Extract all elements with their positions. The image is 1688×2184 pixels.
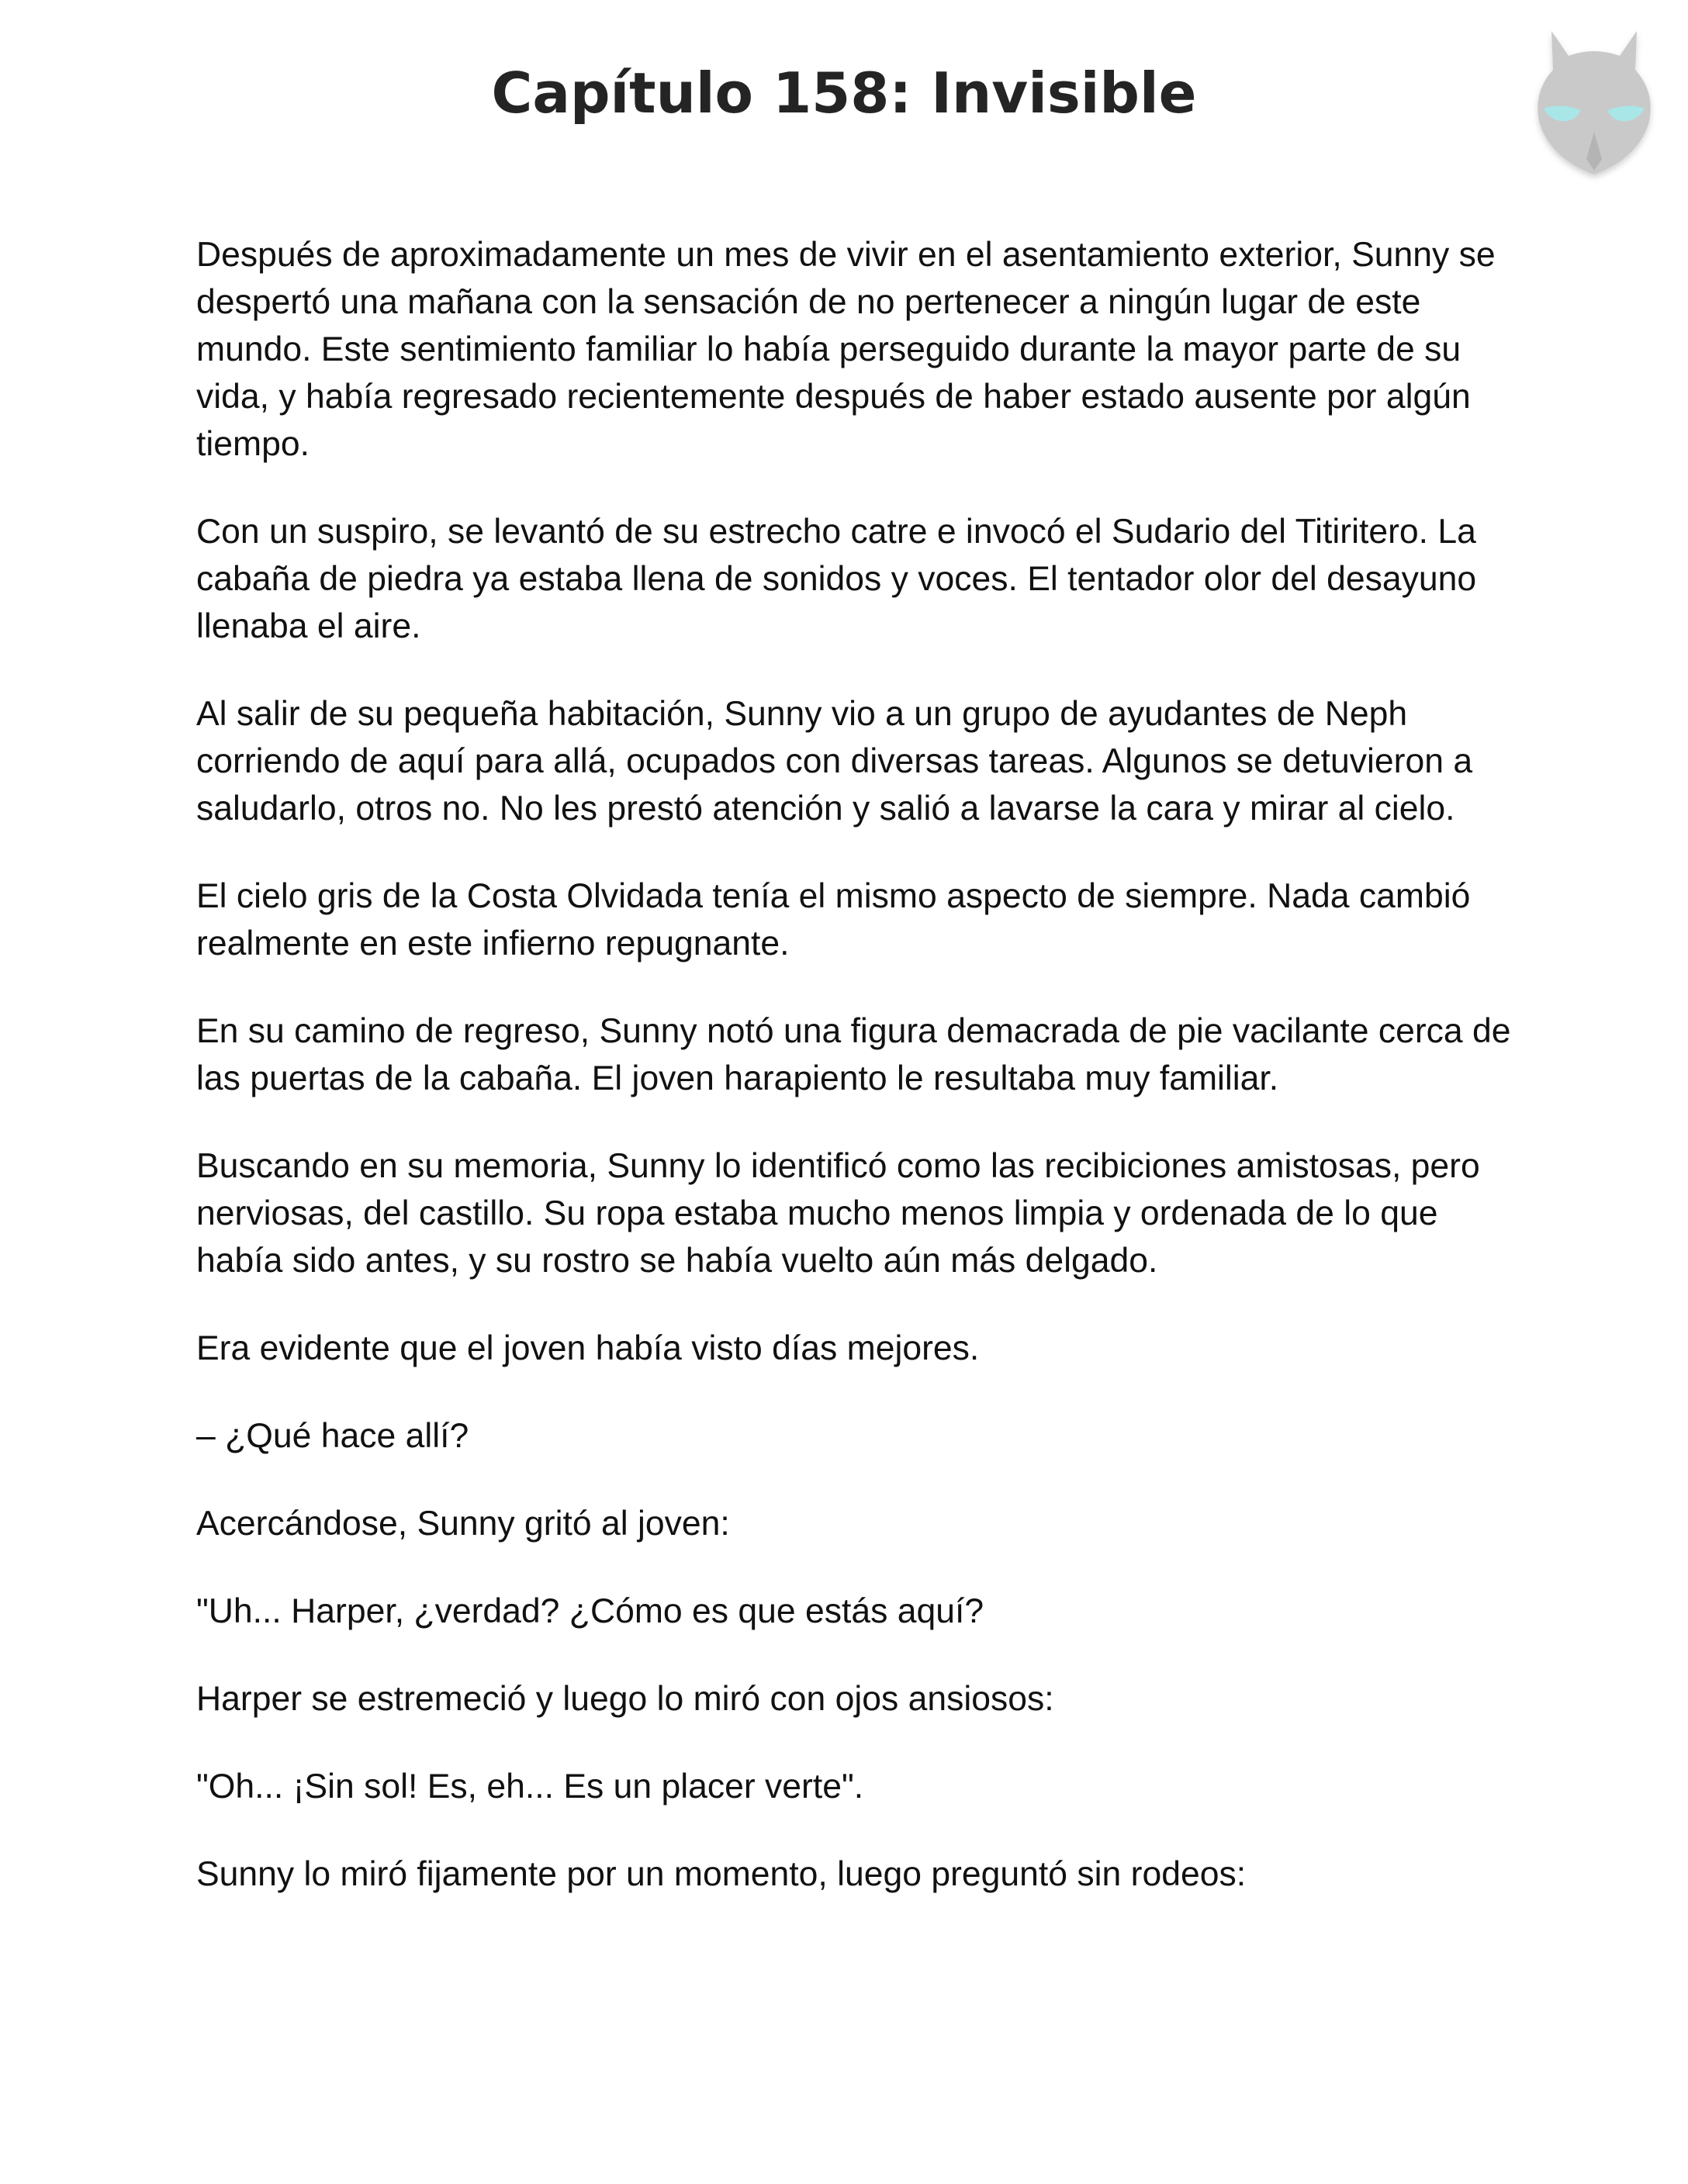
- paragraph: Acercándose, Sunny gritó al joven:: [196, 1505, 730, 1543]
- paragraph: Después de aproximadamente un mes de vivir en el asentamiento exterior, Sunny se despertó una mañana con la sensación de no pertenecer a ningún lugar de este mundo. Este sentimiento familiar lo había perseguido durante la mayor parte de su vida, y había regresado recientemente después de haber estado ausente por algún tiempo.: [196, 236, 1496, 463]
- paragraph: Con un suspiro, se levantó de su estrecho catre e invocó el Sudario del Titiritero. La cabaña de piedra ya estaba llena de sonidos y voces. El tentador olor del desayuno llenaba el aire.: [196, 513, 1477, 645]
- paragraph: – ¿Qué hace allí?: [196, 1417, 469, 1455]
- page-title: Capítulo 158: Invisible: [491, 60, 1197, 126]
- paragraph: Al salir de su pequeña habitación, Sunny vio a un grupo de ayudantes de Neph corriendo de aquí para allá, ocupados con diversas tareas. Algunos se detuvieron a saludarlo, otros no. No les prestó atención y salió a lavarse la cara y mirar al cielo.: [196, 695, 1473, 828]
- paragraph: Buscando en su memoria, Sunny lo identificó como las recibiciones amistosas, pero nerviosas, del castillo. Su ropa estaba mucho menos limpia y ordenada de lo que había sido antes, y su rostro se había vuelto aún más delgado.: [196, 1147, 1480, 1280]
- paragraph: Sunny lo miró fijamente por un momento, luego preguntó sin rodeos:: [196, 1855, 1247, 1893]
- demon-head-logo-icon: [1520, 16, 1668, 186]
- paragraph: Harper se estremeció y luego lo miró con ojos ansiosos:: [196, 1680, 1054, 1718]
- paragraph: El cielo gris de la Costa Olvidada tenía el mismo aspecto de siempre. Nada cambió realmente en este infierno repugnante.: [196, 877, 1471, 962]
- chapter-body: [196, 231, 1515, 1938]
- paragraph: "Uh... Harper, ¿verdad? ¿Cómo es que estás aquí?: [196, 1592, 984, 1630]
- paragraph: Era evidente que el joven había visto días mejores.: [196, 1329, 980, 1367]
- paragraph: "Oh... ¡Sin sol! Es, eh... Es un placer verte".: [196, 1768, 864, 1806]
- paragraph: En su camino de regreso, Sunny notó una figura demacrada de pie vacilante cerca de las puertas de la cabaña. El joven harapiento le resultaba muy familiar.: [196, 1012, 1511, 1097]
